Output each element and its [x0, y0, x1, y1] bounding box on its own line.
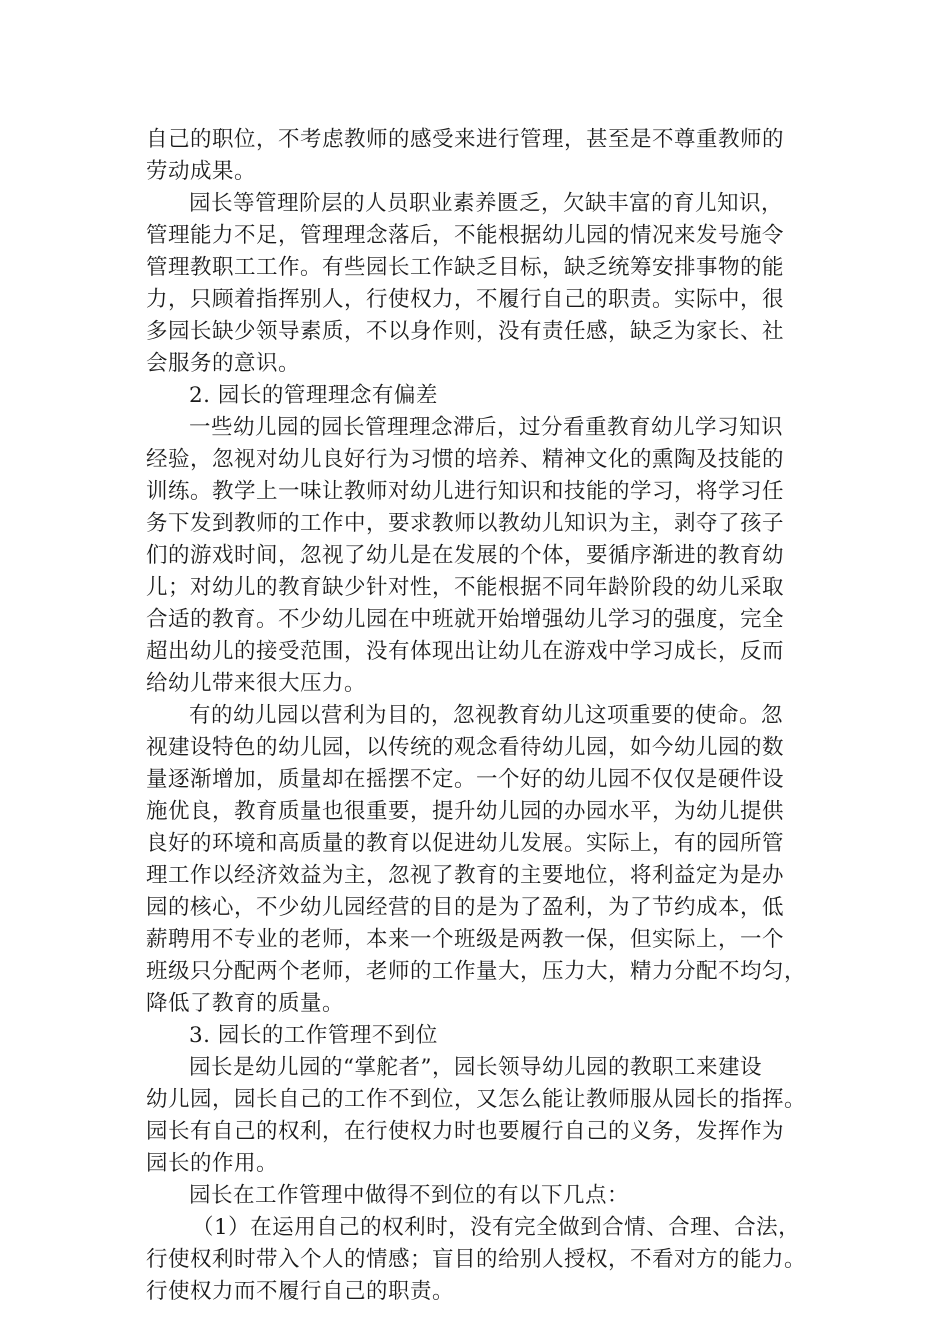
paragraph-management-concept — [146, 412, 818, 700]
text-line: （1）在运用自己的权利时，没有完全做到合情、合理、合法， — [192, 1215, 801, 1240]
text-line: 理工作以经济效益为主，忽视了教育的主要地位，将利益定为是办 — [146, 863, 785, 888]
text-line: 儿；对幼儿的教育缺少针对性，不能根据不同年龄阶段的幼儿采取 — [146, 575, 785, 600]
text-line: 自己的职位，不考虑教师的感受来进行管理，甚至是不尊重教师的 — [146, 127, 785, 152]
document-page — [146, 124, 818, 1308]
paragraph-points-intro — [146, 1180, 818, 1212]
text-line: 行使权力而不履行自己的职责。 — [146, 1279, 455, 1304]
text-line: 园的核心，不少幼儿园经营的目的是为了盈利，为了节约成本，低 — [146, 895, 785, 920]
text-line: 园长是幼儿园的“掌舵者”，园长领导幼儿园的教职工来建设 — [189, 1055, 762, 1080]
text-line: 班级只分配两个老师，老师的工作量大，压力大，精力分配不均匀， — [146, 959, 807, 984]
text-line: 会服务的意识。 — [146, 351, 301, 376]
text-line: 力，只顾着指挥别人，行使权力，不履行自己的职责。实际中，很 — [146, 287, 785, 312]
text-line: 行使权利时带入个人的情感；盲目的给别人授权，不看对方的能力。 — [146, 1247, 807, 1272]
paragraph-point-1 — [146, 1212, 818, 1308]
text-line: 园长有自己的权利，在行使权力时也要履行自己的义务，发挥作为 — [146, 1119, 785, 1144]
text-line: 降低了教育的质量。 — [146, 991, 345, 1016]
section-heading-3: 3. 园长的工作管理不到位 — [189, 1023, 438, 1048]
text-line: 管理能力不足，管理理念落后，不能根据幼儿园的情况来发号施令 — [146, 223, 785, 248]
section-heading-2: 2. 园长的管理理念有偏差 — [189, 383, 438, 408]
text-line: 们的游戏时间，忽视了幼儿是在发展的个体，要循序渐进的教育幼 — [146, 543, 785, 568]
text-line: 合适的教育。不少幼儿园在中班就开始增强幼儿学习的强度，完全 — [146, 607, 785, 632]
text-line: 有的幼儿园以营利为目的，忽视教育幼儿这项重要的使命。忽 — [189, 703, 784, 728]
text-line: 量逐渐增加，质量却在摇摆不定。一个好的幼儿园不仅仅是硬件设 — [146, 767, 785, 792]
paragraph-continuation — [146, 124, 818, 188]
text-line: 视建设特色的幼儿园，以传统的观念看待幼儿园，如今幼儿园的数 — [146, 735, 785, 760]
text-line: 施优良，教育质量也很重要，提升幼儿园的办园水平，为幼儿提供 — [146, 799, 785, 824]
text-line: 劳动成果。 — [146, 159, 257, 184]
text-line: 训练。教学上一味让教师对幼儿进行知识和技能的学习，将学习任 — [146, 479, 785, 504]
text-line: 一些幼儿园的园长管理理念滞后，过分看重教育幼儿学习知识 — [189, 415, 784, 440]
text-line: 给幼儿带来很大压力。 — [146, 671, 367, 696]
paragraph-profit-oriented — [146, 700, 818, 1020]
text-line: 幼儿园，园长自己的工作不到位，又怎么能让教师服从园长的指挥。 — [146, 1087, 807, 1112]
text-line: 务下发到教师的工作中，要求教师以教幼儿知识为主，剥夺了孩子 — [146, 511, 785, 536]
text-line: 管理教职工工作。有些园长工作缺乏目标，缺乏统筹安排事物的能 — [146, 255, 785, 280]
text-line: 多园长缺少领导素质，不以身作则，没有责任感，缺乏为家长、社 — [146, 319, 785, 344]
text-line: 园长的作用。 — [146, 1151, 279, 1176]
paragraph-helmsman — [146, 1052, 818, 1180]
text-line: 良好的环境和高质量的教育以促进幼儿发展。实际上，有的园所管 — [146, 831, 785, 856]
paragraph-staff-quality — [146, 188, 818, 380]
text-line: 超出幼儿的接受范围，没有体现出让幼儿在游戏中学习成长，反而 — [146, 639, 785, 664]
text-line: 园长在工作管理中做得不到位的有以下几点： — [189, 1183, 630, 1208]
text-line: 园长等管理阶层的人员职业素养匮乏，欠缺丰富的育儿知识， — [189, 191, 784, 216]
text-line: 经验，忽视对幼儿良好行为习惯的培养、精神文化的熏陶及技能的 — [146, 447, 785, 472]
text-line: 薪聘用不专业的老师，本来一个班级是两教一保，但实际上，一个 — [146, 927, 785, 952]
